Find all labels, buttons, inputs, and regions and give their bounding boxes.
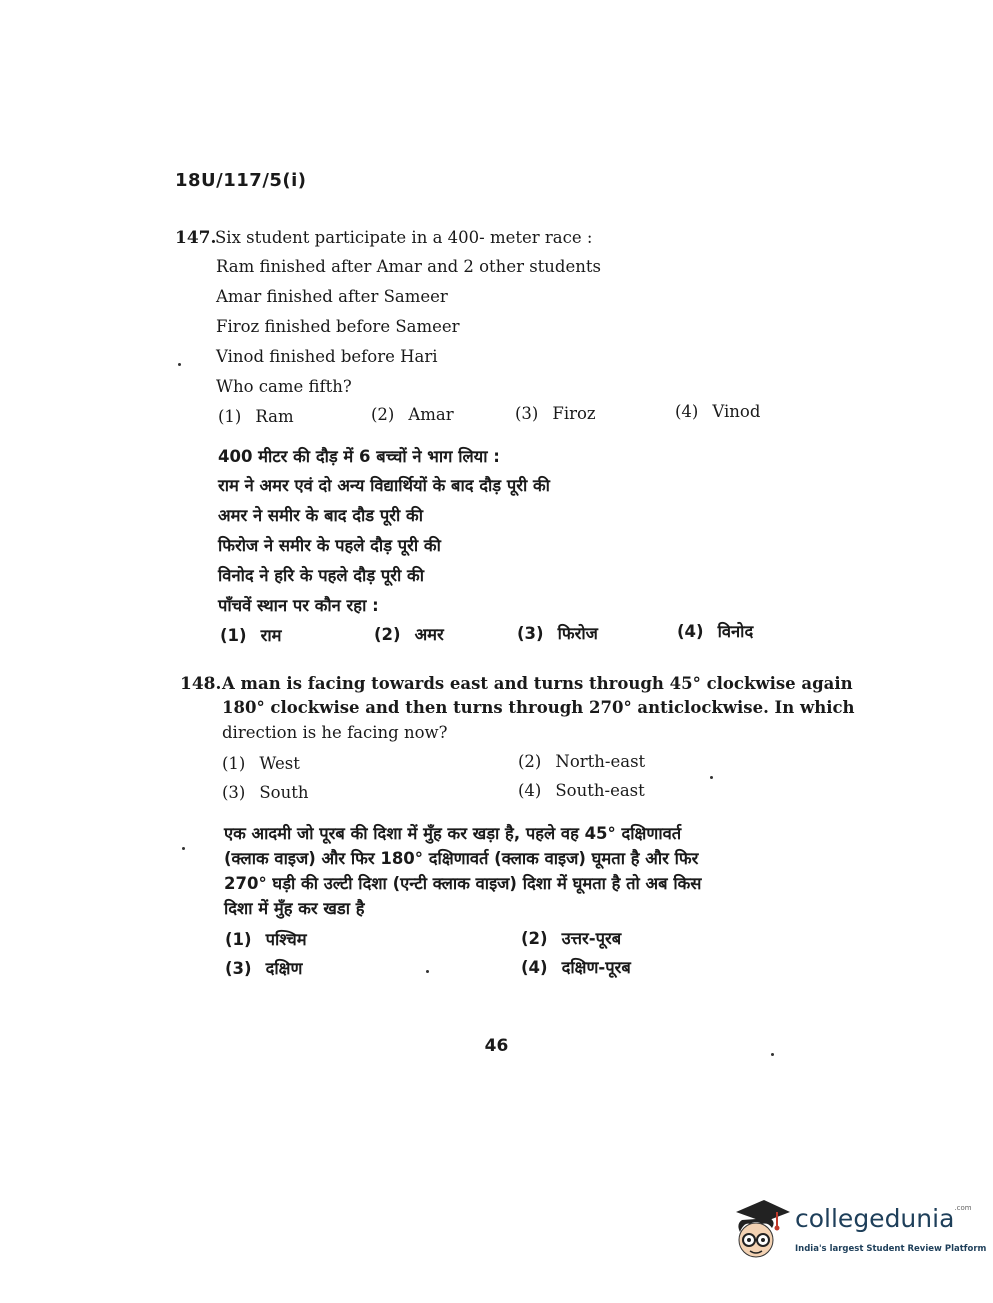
option-number: (4) [521,958,548,977]
option-label: Amar [408,405,454,424]
question-148-option-2-hindi [521,926,621,949]
option-number: (1) [222,754,246,773]
option-number: (3) [222,783,246,802]
option-number: (3) [517,624,544,643]
question-148-line-hindi: 270° घड़ी की उल्टी दिशा (एन्टी क्लाक वाइज) दिशा में घूमता है तो अब किस [224,874,702,893]
question-147-line-hindi: अमर ने समीर के बाद दौड पूरी की [218,506,423,525]
logo-tagline: India's largest Student Review Platform [795,1244,987,1254]
question-147-stem-hindi: 400 मीटर की दौड़ में 6 बच्चों ने भाग लिया : [218,447,500,466]
student-mascot-icon [730,1194,792,1264]
question-148-option-1-hindi [225,927,307,950]
question-147-line: Ram finished after Amar and 2 other students [216,257,601,276]
collegedunia-logo [730,1192,987,1272]
question-147-line-hindi: विनोद ने हरि के पहले दौड़ पूरी की [218,566,424,585]
question-147-option-3 [515,404,596,423]
question-148-number: 148. [180,674,222,694]
question-147-number: 147. [175,228,217,248]
option-label: अमर [414,625,444,644]
option-number: (2) [371,405,395,424]
option-label: West [259,754,300,773]
option-number: (1) [218,407,242,426]
question-147-line-hindi: पाँचवें स्थान पर कौन रहा : [218,596,379,615]
question-148-line-hindi: दिशा में मुँह कर खडा है [224,899,365,918]
option-number: (3) [225,959,252,978]
option-label: उत्तर-पूरब [561,929,622,948]
question-147-line: Vinod finished before Hari [216,347,438,366]
option-label: North-east [555,752,646,771]
scan-speck [710,776,713,779]
option-label: पश्चिम [265,930,307,949]
question-148-line: 180° clockwise and then turns through 270° anticlockwise. In which [222,698,855,717]
logo-name: collegedunia [795,1204,955,1233]
option-label: राम [260,626,282,645]
option-number: (1) [225,930,252,949]
option-label: South [259,783,309,802]
question-147-option-4-hindi [677,619,753,642]
option-label: South-east [555,781,645,800]
option-label: दक्षिण [265,959,303,978]
page-number: 46 [484,1036,509,1056]
question-148-option-3-hindi [225,956,302,979]
option-number: (2) [521,929,548,948]
question-147-line-hindi: राम ने अमर एवं दो अन्य विद्यार्थियों के बाद दौड़ पूरी की [218,476,550,495]
question-148-line-hindi: (क्लाक वाइज) और फिर 180° दक्षिणावर्त (क्लाक वाइज) घूमता है और फिर [224,849,699,868]
scan-speck [426,970,429,973]
question-147-line: Amar finished after Sameer [216,287,448,306]
option-number: (2) [518,752,542,771]
option-label: Firoz [552,404,596,423]
question-148-option-1 [222,754,300,773]
question-148-option-2 [518,752,645,771]
question-147-stem: Six student participate in a 400- meter race : [215,228,593,247]
scan-speck [771,1053,774,1056]
question-147-option-4 [675,402,760,421]
logo-suffix: .com [954,1204,972,1212]
option-label: दक्षिण-पूरब [561,958,631,977]
scan-speck [182,847,185,850]
question-148-line-hindi: एक आदमी जो पूरब की दिशा में मुँह कर खड़ा है, पहले वह 45° दक्षिणावर्त [224,824,682,843]
option-label: फिरोज [557,624,598,643]
question-148-line: A man is facing towards east and turns through 45° clockwise again [222,674,853,693]
scan-speck [178,363,181,366]
option-number: (4) [677,622,704,641]
question-147-line-hindi: फिरोज ने समीर के पहले दौड़ पूरी की [218,536,441,555]
paper-code: 18U/117/5(i) [175,170,307,191]
question-147-option-3-hindi [517,621,598,644]
logo-wordmark [795,1204,972,1233]
question-148-option-4-hindi [521,955,631,978]
option-number: (4) [675,402,699,421]
question-147-option-1-hindi [220,623,281,646]
option-label: Ram [255,407,294,426]
question-147-option-2 [371,405,454,424]
option-number: (1) [220,626,247,645]
question-147-option-2-hindi [374,622,444,645]
question-148-option-4 [518,781,645,800]
question-147-line: Who came fifth? [216,377,352,396]
question-147-option-1 [218,407,294,426]
option-label: विनोद [717,622,754,641]
option-label: Vinod [712,402,761,421]
question-148-option-3 [222,783,309,802]
question-147-line: Firoz finished before Sameer [216,317,460,336]
option-number: (2) [374,625,401,644]
option-number: (3) [515,404,539,423]
option-number: (4) [518,781,542,800]
question-148-line: direction is he facing now? [222,723,448,742]
